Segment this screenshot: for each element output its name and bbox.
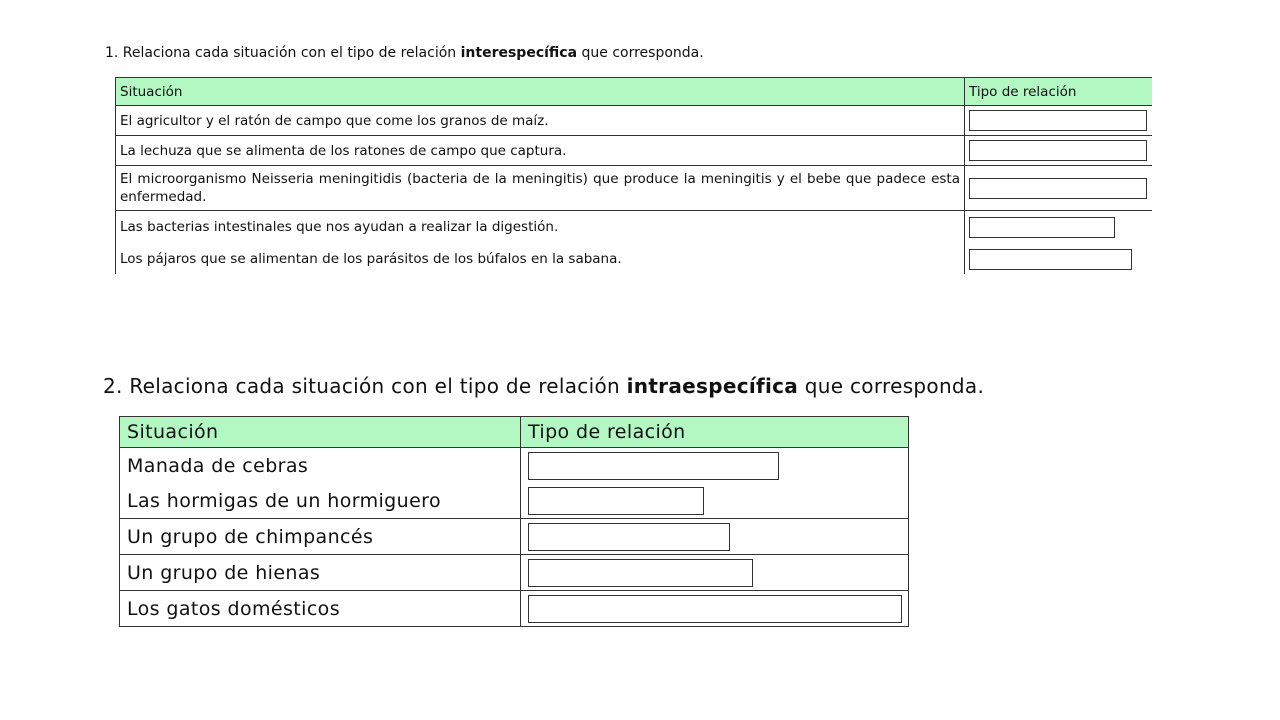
table-header-row	[120, 417, 909, 448]
answer-cell	[965, 211, 1153, 244]
situation-cell: Un grupo de chimpancés	[120, 519, 521, 555]
exercise-1-title-prefix: 1. Relaciona cada situación con el tipo de relación	[105, 45, 461, 61]
answer-cell	[521, 555, 909, 591]
exercise-1-title	[105, 44, 704, 62]
table-row	[116, 136, 1153, 166]
answer-input[interactable]	[528, 595, 902, 623]
exercise-2-title-prefix: 2. Relaciona cada situación con el tipo de relación	[103, 374, 627, 398]
situation-cell: La lechuza que se alimenta de los ratones de campo que captura.	[116, 136, 965, 166]
table-row	[120, 483, 909, 519]
answer-input[interactable]	[528, 487, 704, 515]
table-row	[120, 591, 909, 627]
situation-cell: Manada de cebras	[120, 448, 521, 484]
exercise-1-title-keyword: interespecífica	[460, 45, 578, 61]
table-row	[120, 448, 909, 484]
answer-input[interactable]	[528, 452, 779, 480]
situation-cell: Los gatos domésticos	[120, 591, 521, 627]
header-situation: Situación	[120, 417, 521, 448]
answer-cell	[521, 591, 909, 627]
table-row	[116, 243, 1153, 274]
answer-cell	[521, 519, 909, 555]
situation-cell: El microorganismo Neisseria meningitidis (bacteria de la meningitis) que produce la meningitis y el bebe que padece esta enfermedad.	[116, 166, 965, 211]
answer-input[interactable]	[969, 110, 1147, 131]
exercise-1-table-container	[115, 77, 1152, 274]
answer-cell	[521, 448, 909, 484]
header-relation-type: Tipo de relación	[965, 78, 1153, 106]
exercise-1-title-suffix: que corresponda.	[577, 45, 704, 61]
answer-cell	[965, 106, 1153, 136]
answer-cell	[521, 483, 909, 519]
table-row	[116, 166, 1153, 211]
situation-cell: Un grupo de hienas	[120, 555, 521, 591]
table-row	[120, 519, 909, 555]
situation-cell: El agricultor y el ratón de campo que come los granos de maíz.	[116, 106, 965, 136]
table-row	[116, 106, 1153, 136]
header-relation-type: Tipo de relación	[521, 417, 909, 448]
answer-input[interactable]	[528, 559, 753, 587]
exercise-2-title-suffix: que corresponda.	[798, 374, 985, 398]
answer-input[interactable]	[969, 217, 1115, 238]
exercise-2-title	[103, 374, 984, 398]
header-situation: Situación	[116, 78, 965, 106]
situation-cell: Los pájaros que se alimentan de los parásitos de los búfalos en la sabana.	[116, 243, 965, 274]
table-row	[116, 211, 1153, 244]
answer-input[interactable]	[969, 249, 1132, 270]
answer-input[interactable]	[969, 140, 1147, 161]
answer-input[interactable]	[969, 178, 1147, 199]
exercise-2-title-keyword: intraespecífica	[626, 374, 799, 398]
answer-input[interactable]	[528, 523, 730, 551]
answer-cell	[965, 243, 1153, 274]
exercise-2-table	[119, 416, 909, 627]
answer-cell	[965, 136, 1153, 166]
situation-cell: Las bacterias intestinales que nos ayudan a realizar la digestión.	[116, 211, 965, 244]
exercise-1-table	[115, 77, 1152, 274]
table-row	[120, 555, 909, 591]
answer-cell	[965, 166, 1153, 211]
table-header-row	[116, 78, 1153, 106]
situation-cell: Las hormigas de un hormiguero	[120, 483, 521, 519]
